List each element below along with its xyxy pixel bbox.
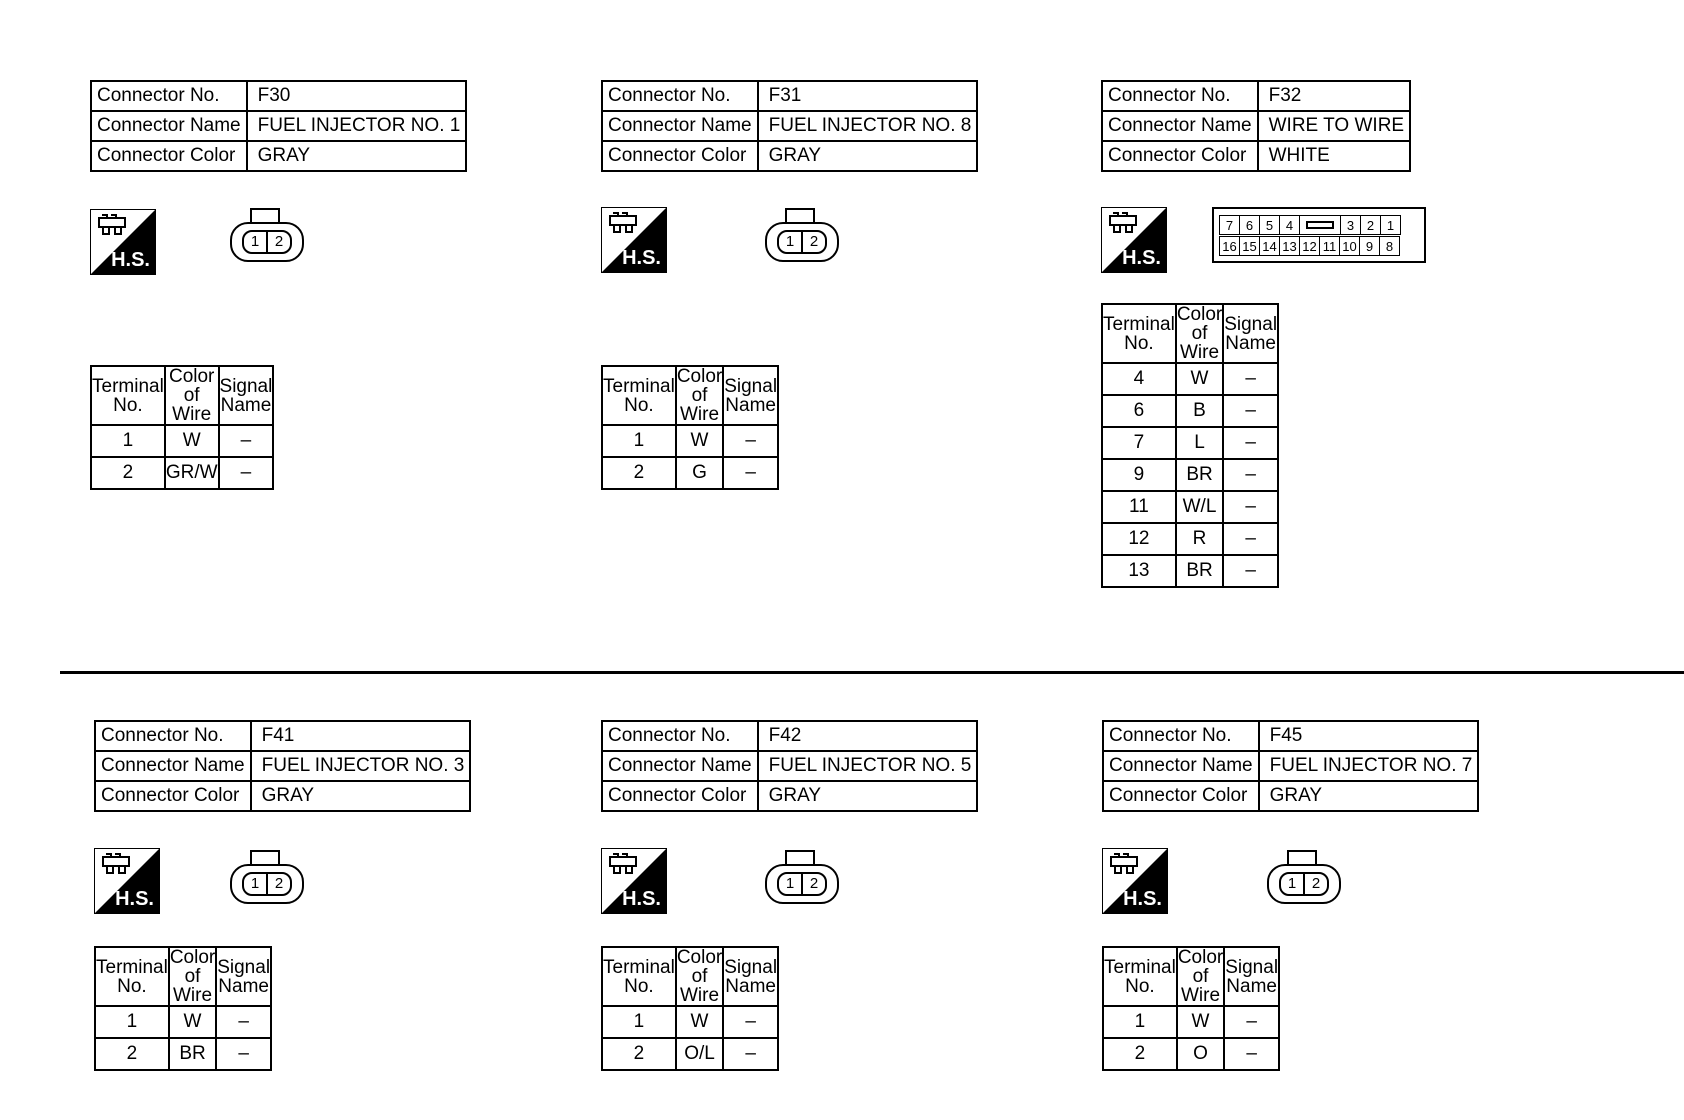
hs-label: H.S.: [1122, 247, 1161, 269]
pin-label: 9: [1359, 236, 1380, 256]
wire-color: W: [169, 1006, 216, 1038]
pin-label: 5: [1259, 215, 1280, 235]
terminal-table: [1101, 303, 1279, 588]
header-terminal-no: Terminal No.: [1103, 947, 1177, 1006]
connector-housing: [765, 222, 839, 262]
signal-name: –: [1223, 395, 1278, 427]
hs-label: H.S.: [111, 249, 150, 271]
table-row: [1103, 781, 1478, 811]
connector-name-value: FUEL INJECTOR NO. 3: [251, 751, 471, 781]
header-signal-name: Signal Name: [723, 366, 778, 425]
connector-face-icon: [765, 208, 839, 262]
table-row: [1103, 1038, 1279, 1070]
pin-label: 14: [1259, 236, 1280, 256]
connector-glyph-icon: [101, 853, 131, 875]
terminal-no: 1: [1103, 1006, 1177, 1038]
terminal-no: 2: [602, 457, 676, 489]
harness-side-icon: [90, 209, 156, 275]
pin-label: 4: [1279, 215, 1300, 235]
connector-info-table: [1101, 80, 1411, 172]
terminal-no: 2: [91, 457, 165, 489]
table-row: [95, 1038, 271, 1070]
label-connector-color: Connector Color: [95, 781, 251, 811]
table-row: [91, 457, 273, 489]
table-row: [602, 425, 778, 457]
pin-label: 8: [1379, 236, 1400, 256]
wire-color: W: [165, 425, 219, 457]
terminal-table: [601, 946, 779, 1071]
table-row: [602, 751, 977, 781]
header-terminal-no: Terminal No.: [95, 947, 169, 1006]
pin-label: 1: [785, 875, 795, 892]
pin-label: 3: [1340, 215, 1361, 235]
label-connector-no: Connector No.: [95, 721, 251, 751]
table-row: [1102, 111, 1410, 141]
connector-face-icon: [1267, 850, 1341, 904]
signal-name: –: [219, 457, 274, 489]
signal-name: –: [216, 1006, 271, 1038]
table-row: [1102, 459, 1278, 491]
pin-label: 2: [1360, 215, 1381, 235]
signal-name: –: [1224, 1038, 1279, 1070]
pin-cavity: [242, 230, 292, 254]
table-row: [1102, 363, 1278, 395]
connector-no-value: F31: [758, 81, 978, 111]
connector-no-value: F42: [758, 721, 978, 751]
table-header: [602, 947, 778, 1006]
table-row: [95, 721, 470, 751]
multi-pin-connector-face-icon: [1212, 207, 1426, 263]
wire-color: BR: [1176, 459, 1223, 491]
table-row: [1103, 751, 1478, 781]
table-row: [602, 1006, 778, 1038]
table-row: [1102, 523, 1278, 555]
table-row: [602, 721, 977, 751]
pin-row-bottom: [1220, 236, 1400, 256]
connector-color-value: GRAY: [758, 141, 978, 171]
label-connector-color: Connector Color: [602, 781, 758, 811]
terminal-no: 11: [1102, 491, 1176, 523]
terminal-no: 9: [1102, 459, 1176, 491]
connector-face-icon: [230, 208, 304, 262]
label-connector-name: Connector Name: [95, 751, 251, 781]
header-signal-name: Signal Name: [723, 947, 778, 1006]
connector-color-value: WHITE: [1258, 141, 1410, 171]
header-signal-name: Signal Name: [219, 366, 274, 425]
signal-name: –: [723, 425, 778, 457]
connector-color-value: GRAY: [247, 141, 467, 171]
terminal-no: 12: [1102, 523, 1176, 555]
connector-info-table: [1102, 720, 1479, 812]
table-header: [1102, 304, 1278, 363]
signal-name: –: [1223, 459, 1278, 491]
connector-info-table: [94, 720, 471, 812]
wire-color: O/L: [676, 1038, 723, 1070]
table-header: [1103, 947, 1279, 1006]
terminal-no: 1: [91, 425, 165, 457]
connector-info-table: [601, 80, 978, 172]
connector-color-value: GRAY: [758, 781, 978, 811]
header-color-of-wire: Color of Wire: [1176, 304, 1223, 363]
connector-face-icon: [230, 850, 304, 904]
harness-side-icon: [1102, 848, 1168, 914]
header-terminal-no: Terminal No.: [602, 366, 676, 425]
label-connector-color: Connector Color: [1103, 781, 1259, 811]
table-row: [91, 141, 466, 171]
pin-label: 2: [266, 232, 290, 252]
pin-label: 1: [785, 233, 795, 250]
connector-name-value: FUEL INJECTOR NO. 7: [1259, 751, 1479, 781]
pin-label: 1: [1287, 875, 1297, 892]
pin-label: 13: [1279, 236, 1300, 256]
harness-side-icon: [601, 207, 667, 273]
connector-color-value: GRAY: [1259, 781, 1479, 811]
header-color-of-wire: Color of Wire: [676, 366, 723, 425]
table-row: [602, 141, 977, 171]
signal-name: –: [1223, 427, 1278, 459]
connector-name-value: FUEL INJECTOR NO. 5: [758, 751, 978, 781]
label-connector-no: Connector No.: [602, 81, 758, 111]
wire-color: W/L: [1176, 491, 1223, 523]
table-row: [602, 1038, 778, 1070]
section-divider: [60, 671, 1684, 674]
connector-glyph-icon: [1109, 853, 1139, 875]
pin-label: 15: [1239, 236, 1260, 256]
label-connector-color: Connector Color: [602, 141, 758, 171]
wire-color: L: [1176, 427, 1223, 459]
terminal-no: 2: [602, 1038, 676, 1070]
label-connector-color: Connector Color: [1102, 141, 1258, 171]
table-row: [1102, 81, 1410, 111]
signal-name: –: [723, 1038, 778, 1070]
wire-color: BR: [1176, 555, 1223, 587]
table-row: [1102, 395, 1278, 427]
connector-housing: [765, 864, 839, 904]
table-header: [602, 366, 778, 425]
wire-color: W: [676, 1006, 723, 1038]
hs-label: H.S.: [622, 247, 661, 269]
harness-side-icon: [601, 848, 667, 914]
table-header: [95, 947, 271, 1006]
table-row: [1103, 1006, 1279, 1038]
pin-cavity: [777, 872, 827, 896]
wire-color: BR: [169, 1038, 216, 1070]
connector-glyph-icon: [97, 214, 127, 236]
connector-no-value: F45: [1259, 721, 1479, 751]
header-signal-name: Signal Name: [1223, 304, 1278, 363]
terminal-table: [94, 946, 272, 1071]
connector-info-table: [601, 720, 978, 812]
pin-label: 1: [250, 233, 260, 250]
terminal-no: 2: [1103, 1038, 1177, 1070]
pin-cavity: [777, 230, 827, 254]
signal-name: –: [1224, 1006, 1279, 1038]
terminal-no: 1: [95, 1006, 169, 1038]
terminal-no: 1: [602, 425, 676, 457]
wire-color: W: [1177, 1006, 1224, 1038]
pin-label: 12: [1299, 236, 1320, 256]
table-row: [1102, 491, 1278, 523]
pin-row-top: [1220, 215, 1401, 235]
header-signal-name: Signal Name: [1224, 947, 1279, 1006]
terminal-no: 13: [1102, 555, 1176, 587]
connector-glyph-icon: [608, 212, 638, 234]
terminal-no: 7: [1102, 427, 1176, 459]
pin-cavity: [242, 872, 292, 896]
wire-color: B: [1176, 395, 1223, 427]
table-row: [602, 781, 977, 811]
terminal-no: 2: [95, 1038, 169, 1070]
harness-side-icon: [1101, 207, 1167, 273]
connector-name-value: FUEL INJECTOR NO. 1: [247, 111, 467, 141]
label-connector-name: Connector Name: [602, 751, 758, 781]
connector-glyph-icon: [608, 853, 638, 875]
signal-name: –: [1223, 555, 1278, 587]
terminal-no: 4: [1102, 363, 1176, 395]
connector-no-value: F32: [1258, 81, 1410, 111]
label-connector-no: Connector No.: [1103, 721, 1259, 751]
header-terminal-no: Terminal No.: [91, 366, 165, 425]
signal-name: –: [1223, 363, 1278, 395]
header-color-of-wire: Color of Wire: [169, 947, 216, 1006]
pin-label: 6: [1239, 215, 1260, 235]
connector-color-value: GRAY: [251, 781, 471, 811]
connector-no-value: F41: [251, 721, 471, 751]
hs-label: H.S.: [622, 888, 661, 910]
signal-name: –: [1223, 491, 1278, 523]
wire-color: R: [1176, 523, 1223, 555]
connector-name-value: WIRE TO WIRE: [1258, 111, 1410, 141]
terminal-table: [1102, 946, 1280, 1071]
signal-name: –: [219, 425, 274, 457]
signal-name: –: [216, 1038, 271, 1070]
connector-name-value: FUEL INJECTOR NO. 8: [758, 111, 978, 141]
connector-no-value: F30: [247, 81, 467, 111]
table-row: [602, 457, 778, 489]
label-connector-no: Connector No.: [602, 721, 758, 751]
pin-label: 1: [1380, 215, 1401, 235]
label-connector-name: Connector Name: [602, 111, 758, 141]
label-connector-name: Connector Name: [1102, 111, 1258, 141]
table-row: [1102, 555, 1278, 587]
terminal-no: 1: [602, 1006, 676, 1038]
pin-label: 10: [1339, 236, 1360, 256]
terminal-table: [601, 365, 779, 490]
wire-color: O: [1177, 1038, 1224, 1070]
table-row: [95, 781, 470, 811]
header-terminal-no: Terminal No.: [602, 947, 676, 1006]
signal-name: –: [723, 457, 778, 489]
terminal-no: 6: [1102, 395, 1176, 427]
label-connector-name: Connector Name: [1103, 751, 1259, 781]
pin-label: 2: [801, 232, 825, 252]
connector-housing: [230, 864, 304, 904]
pin-label: 11: [1319, 236, 1340, 256]
table-row: [1103, 721, 1478, 751]
connector-face-icon: [765, 850, 839, 904]
label-connector-name: Connector Name: [91, 111, 247, 141]
table-row: [1102, 427, 1278, 459]
table-row: [602, 111, 977, 141]
label-connector-no: Connector No.: [91, 81, 247, 111]
wire-color: GR/W: [165, 457, 219, 489]
pin-label: 7: [1219, 215, 1240, 235]
pin-label: 1: [250, 875, 260, 892]
connector-housing: [230, 222, 304, 262]
header-terminal-no: Terminal No.: [1102, 304, 1176, 363]
table-row: [95, 1006, 271, 1038]
table-row: [91, 81, 466, 111]
signal-name: –: [1223, 523, 1278, 555]
connector-glyph-icon: [1108, 212, 1138, 234]
table-row: [602, 81, 977, 111]
table-row: [91, 425, 273, 457]
header-signal-name: Signal Name: [216, 947, 271, 1006]
pin-label: 2: [1303, 874, 1327, 894]
table-row: [95, 751, 470, 781]
table-row: [1102, 141, 1410, 171]
header-color-of-wire: Color of Wire: [165, 366, 219, 425]
wire-color: G: [676, 457, 723, 489]
harness-side-icon: [94, 848, 160, 914]
pin-label: 2: [266, 874, 290, 894]
pin-cavity: [1279, 872, 1329, 896]
signal-name: –: [723, 1006, 778, 1038]
pin-label: 16: [1219, 236, 1240, 256]
hs-label: H.S.: [115, 888, 154, 910]
key-slot: [1299, 215, 1341, 235]
table-row: [91, 111, 466, 141]
wire-color: W: [676, 425, 723, 457]
hs-label: H.S.: [1123, 888, 1162, 910]
connector-housing: [1267, 864, 1341, 904]
header-color-of-wire: Color of Wire: [676, 947, 723, 1006]
table-header: [91, 366, 273, 425]
label-connector-no: Connector No.: [1102, 81, 1258, 111]
connector-info-table: [90, 80, 467, 172]
pin-label: 2: [801, 874, 825, 894]
wire-color: W: [1176, 363, 1223, 395]
header-color-of-wire: Color of Wire: [1177, 947, 1224, 1006]
label-connector-color: Connector Color: [91, 141, 247, 171]
terminal-table: [90, 365, 274, 490]
